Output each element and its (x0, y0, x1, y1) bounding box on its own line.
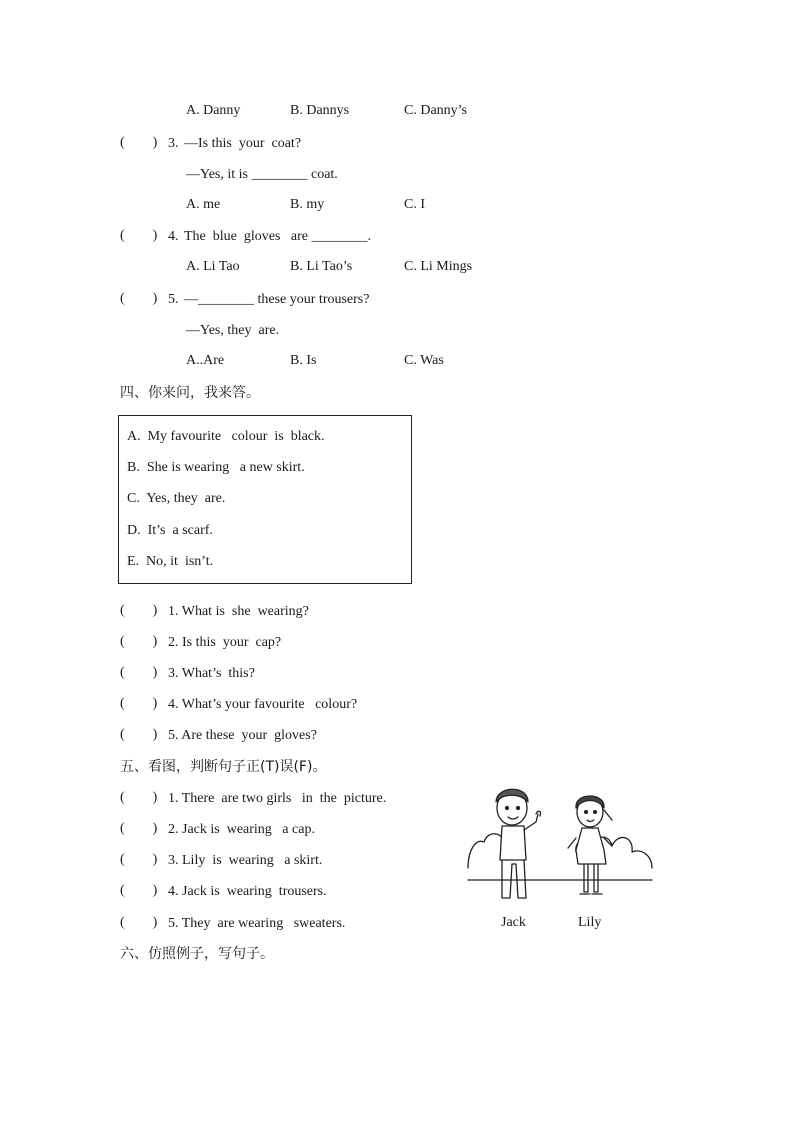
answer-option-c: C. Yes, they are. (127, 491, 226, 506)
s4-q2-paren[interactable]: ( ) (120, 634, 158, 649)
s4-q5-paren[interactable]: ( ) (120, 727, 158, 742)
answer-option-e: E. No, it isn’t. (127, 554, 214, 569)
s5-q2-paren[interactable]: ( ) (120, 821, 158, 836)
answer-option-d: D. It’s a scarf. (127, 523, 213, 538)
q2-option-a: A. Danny (186, 103, 241, 118)
q4-line1: The blue gloves are ________. (184, 229, 372, 244)
q3-line1: —Is this your coat? (184, 136, 302, 151)
q5-line2: —Yes, they are. (186, 323, 280, 338)
lily-caption: Lily (578, 915, 602, 930)
jack-and-lily-illustration (466, 780, 654, 908)
q4-number: 4. (168, 229, 179, 244)
s5-q1-text: 1. There are two girls in the picture. (168, 791, 387, 806)
section6-heading: 六、仿照例子，写句子。 (120, 946, 274, 962)
s5-q5-paren[interactable]: ( ) (120, 915, 158, 930)
q3-answer-paren[interactable]: ( ) (120, 135, 158, 150)
answer-option-b: B. She is wearing a new skirt. (127, 460, 305, 475)
s5-q1-paren[interactable]: ( ) (120, 790, 158, 805)
q2-option-c: C. Danny’s (404, 103, 467, 118)
q4-answer-paren[interactable]: ( ) (120, 228, 158, 243)
s4-q4-paren[interactable]: ( ) (120, 696, 158, 711)
lily-figure (568, 796, 612, 894)
q5-line1: —________ these your trousers? (184, 292, 370, 307)
q3-line2: —Yes, it is ________ coat. (186, 167, 338, 182)
s4-q1-text: 1. What is she wearing? (168, 604, 309, 619)
q3-option-c: C. I (404, 197, 425, 212)
s5-q4-paren[interactable]: ( ) (120, 883, 158, 898)
q5-number: 5. (168, 292, 179, 307)
q5-answer-paren[interactable]: ( ) (120, 291, 158, 306)
s4-q2-text: 2. Is this your cap? (168, 635, 282, 650)
s4-q5-text: 5. Are these your gloves? (168, 728, 317, 743)
q3-number: 3. (168, 136, 179, 151)
jack-figure (496, 789, 541, 898)
s5-q4-text: 4. Jack is wearing trousers. (168, 884, 327, 899)
answer-option-a: A. My favourite colour is black. (127, 429, 325, 444)
q5-option-b: B. Is (290, 353, 317, 368)
s4-q3-paren[interactable]: ( ) (120, 665, 158, 680)
s4-q1-paren[interactable]: ( ) (120, 603, 158, 618)
section5-heading: 五、看图，判断句子正(T)误(F)。 (120, 759, 327, 775)
q2-option-b: B. Dannys (290, 103, 350, 118)
s5-q5-text: 5. They are wearing sweaters. (168, 916, 346, 931)
s5-q2-text: 2. Jack is wearing a cap. (168, 822, 315, 837)
s4-q3-text: 3. What’s this? (168, 666, 255, 681)
jack-caption: Jack (501, 915, 526, 930)
q5-option-c: C. Was (404, 353, 444, 368)
q3-option-b: B. my (290, 197, 325, 212)
s4-q4-text: 4. What’s your favourite colour? (168, 697, 358, 712)
s5-q3-text: 3. Lily is wearing a skirt. (168, 853, 323, 868)
q4-option-a: A. Li Tao (186, 259, 240, 274)
s5-q3-paren[interactable]: ( ) (120, 852, 158, 867)
q4-option-c: C. Li Mings (404, 259, 473, 274)
q3-option-a: A. me (186, 197, 221, 212)
q5-option-a: A..Are (186, 353, 225, 368)
section4-heading: 四、你来问，我来答。 (120, 385, 260, 401)
q4-option-b: B. Li Tao’s (290, 259, 353, 274)
